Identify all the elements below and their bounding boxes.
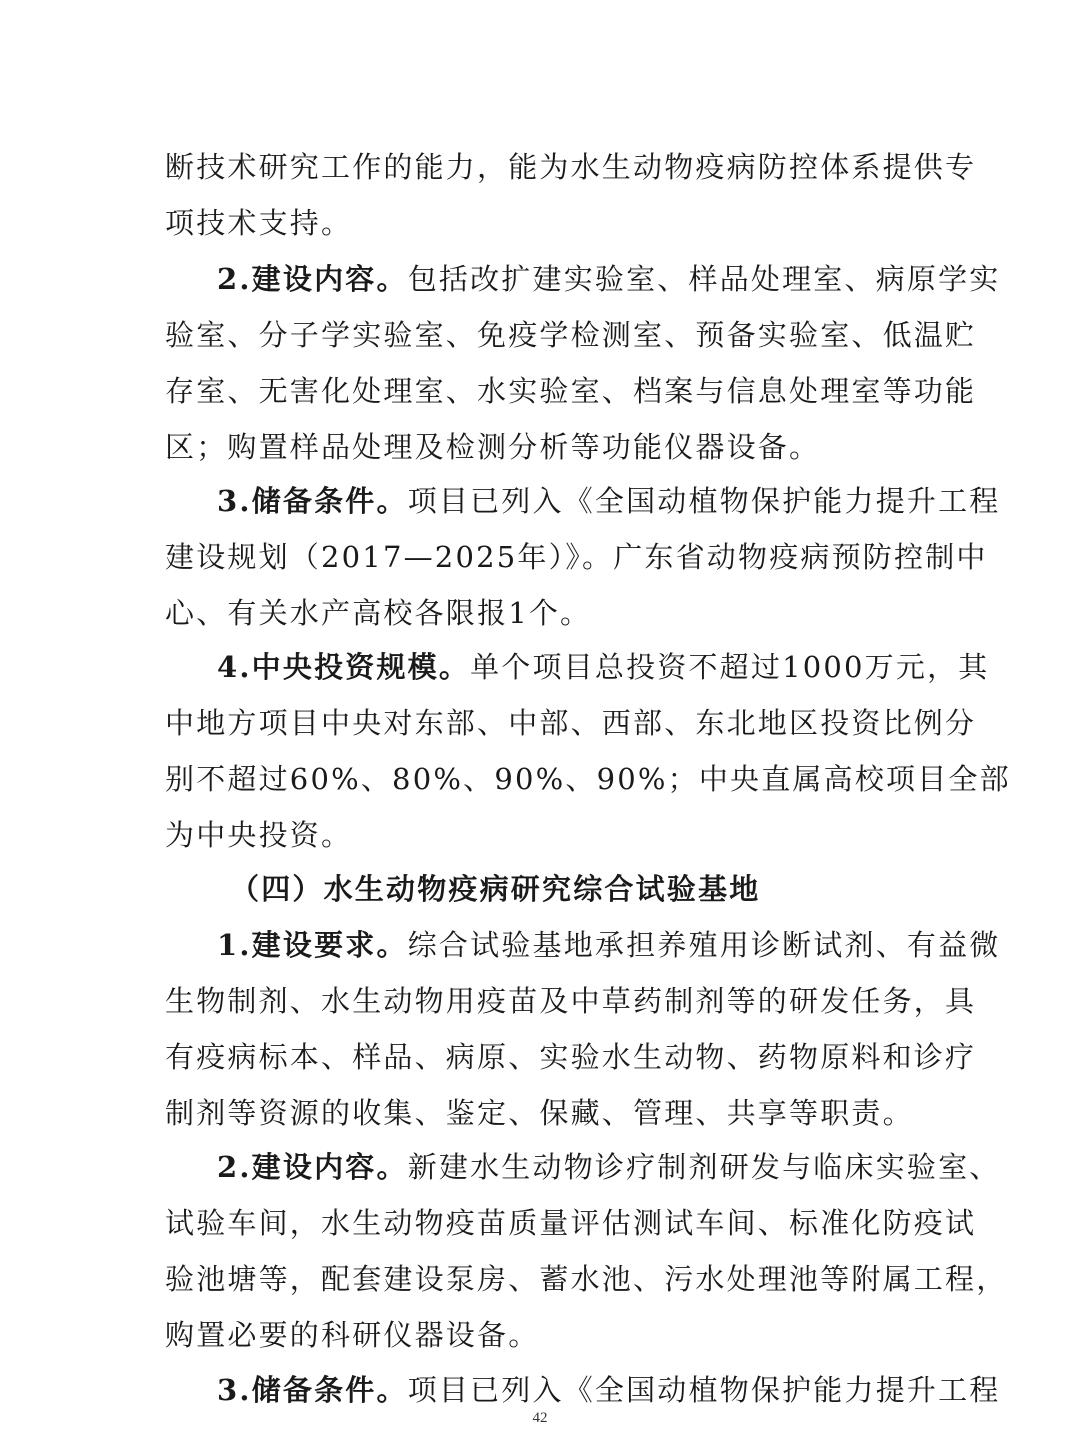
line-text: 制剂等资源的收集、鉴定、保藏、管理、共享等职责。 <box>165 1096 914 1130</box>
paragraph-line <box>165 1203 977 1243</box>
paragraph-line <box>165 537 988 577</box>
line-text: 项目已列入《全国动植物保护能力提升工程 <box>407 1373 1001 1407</box>
page-number: 42 <box>532 1410 548 1426</box>
paragraph-line <box>217 1147 1001 1187</box>
line-text: 验室、分子学实验室、免疫学检测室、预备实验室、低温贮 <box>165 318 977 352</box>
line-text: 断技术研究工作的能力，能为水生动物疫病防控体系提供专 <box>165 150 977 184</box>
paragraph-line <box>217 1370 1001 1410</box>
paragraph-line <box>217 481 1001 521</box>
section-label: 4.中央投资规模。 <box>217 650 471 684</box>
paragraph-line <box>165 981 977 1021</box>
line-text: 项目已列入《全国动植物保护能力提升工程 <box>407 484 1001 518</box>
line-text: 项技术支持。 <box>165 206 353 240</box>
heading-text: （四）水生动物疫病研究综合试验基地 <box>230 872 761 906</box>
paragraph-line <box>165 1037 977 1077</box>
paragraph-line <box>165 371 977 411</box>
line-text: 购置必要的科研仪器设备。 <box>165 1318 540 1352</box>
line-text: 单个项目总投资不超过1000万元，其 <box>470 650 990 684</box>
section-label: 2.建设内容。 <box>217 262 408 296</box>
paragraph-line <box>217 259 1001 299</box>
paragraph-line <box>165 1093 915 1133</box>
line-text: 有疫病标本、样品、病原、实验水生动物、药物原料和诊疗 <box>165 1040 977 1074</box>
line-text: 别不超过60%、80%、90%、90%；中央直属高校项目全部 <box>165 762 1011 796</box>
section-label: 3.储备条件。 <box>217 1373 408 1407</box>
line-text: 为中央投资。 <box>165 818 353 852</box>
paragraph-line <box>165 315 977 355</box>
section-label: 2.建设内容。 <box>217 1150 408 1184</box>
line-text: 建设规划（2017—2025年）》。广东省动物疫病预防控制中 <box>165 540 988 574</box>
line-text: 新建水生动物诊疗制剂研发与临床实验室、 <box>407 1150 1001 1184</box>
line-text: 包括改扩建实验室、样品处理室、病原学实 <box>407 262 1001 296</box>
line-text: 综合试验基地承担养殖用诊断试剂、有益微 <box>407 928 1001 962</box>
paragraph-line <box>217 925 1001 965</box>
paragraph-line <box>165 427 915 467</box>
paragraph-line <box>165 759 1011 799</box>
paragraph-line <box>165 203 915 243</box>
line-text: 中地方项目中央对东部、中部、西部、东北地区投资比例分 <box>165 706 977 740</box>
line-text: 生物制剂、水生动物用疫苗及中草药制剂等的研发任务，具 <box>165 984 977 1018</box>
section-label: 1.建设要求。 <box>217 928 408 962</box>
line-text: 试验车间，水生动物疫苗质量评估测试车间、标准化防疫试 <box>165 1206 977 1240</box>
paragraph-line <box>165 1315 915 1355</box>
section-heading <box>230 869 830 909</box>
line-text: 心、有关水产高校各限报1个。 <box>165 596 592 630</box>
paragraph-line <box>165 147 977 187</box>
paragraph-line <box>165 703 977 743</box>
line-text: 验池塘等，配套建设泵房、蓄水池、污水处理池等附属工程， <box>165 1262 1008 1296</box>
line-text: 区；购置样品处理及检测分析等功能仪器设备。 <box>165 430 821 464</box>
paragraph-line <box>217 647 990 687</box>
section-label: 3.储备条件。 <box>217 484 408 518</box>
paragraph-line <box>165 815 915 855</box>
line-text: 存室、无害化处理室、水实验室、档案与信息处理室等功能 <box>165 374 977 408</box>
paragraph-line <box>165 593 915 633</box>
paragraph-line <box>165 1259 1008 1299</box>
